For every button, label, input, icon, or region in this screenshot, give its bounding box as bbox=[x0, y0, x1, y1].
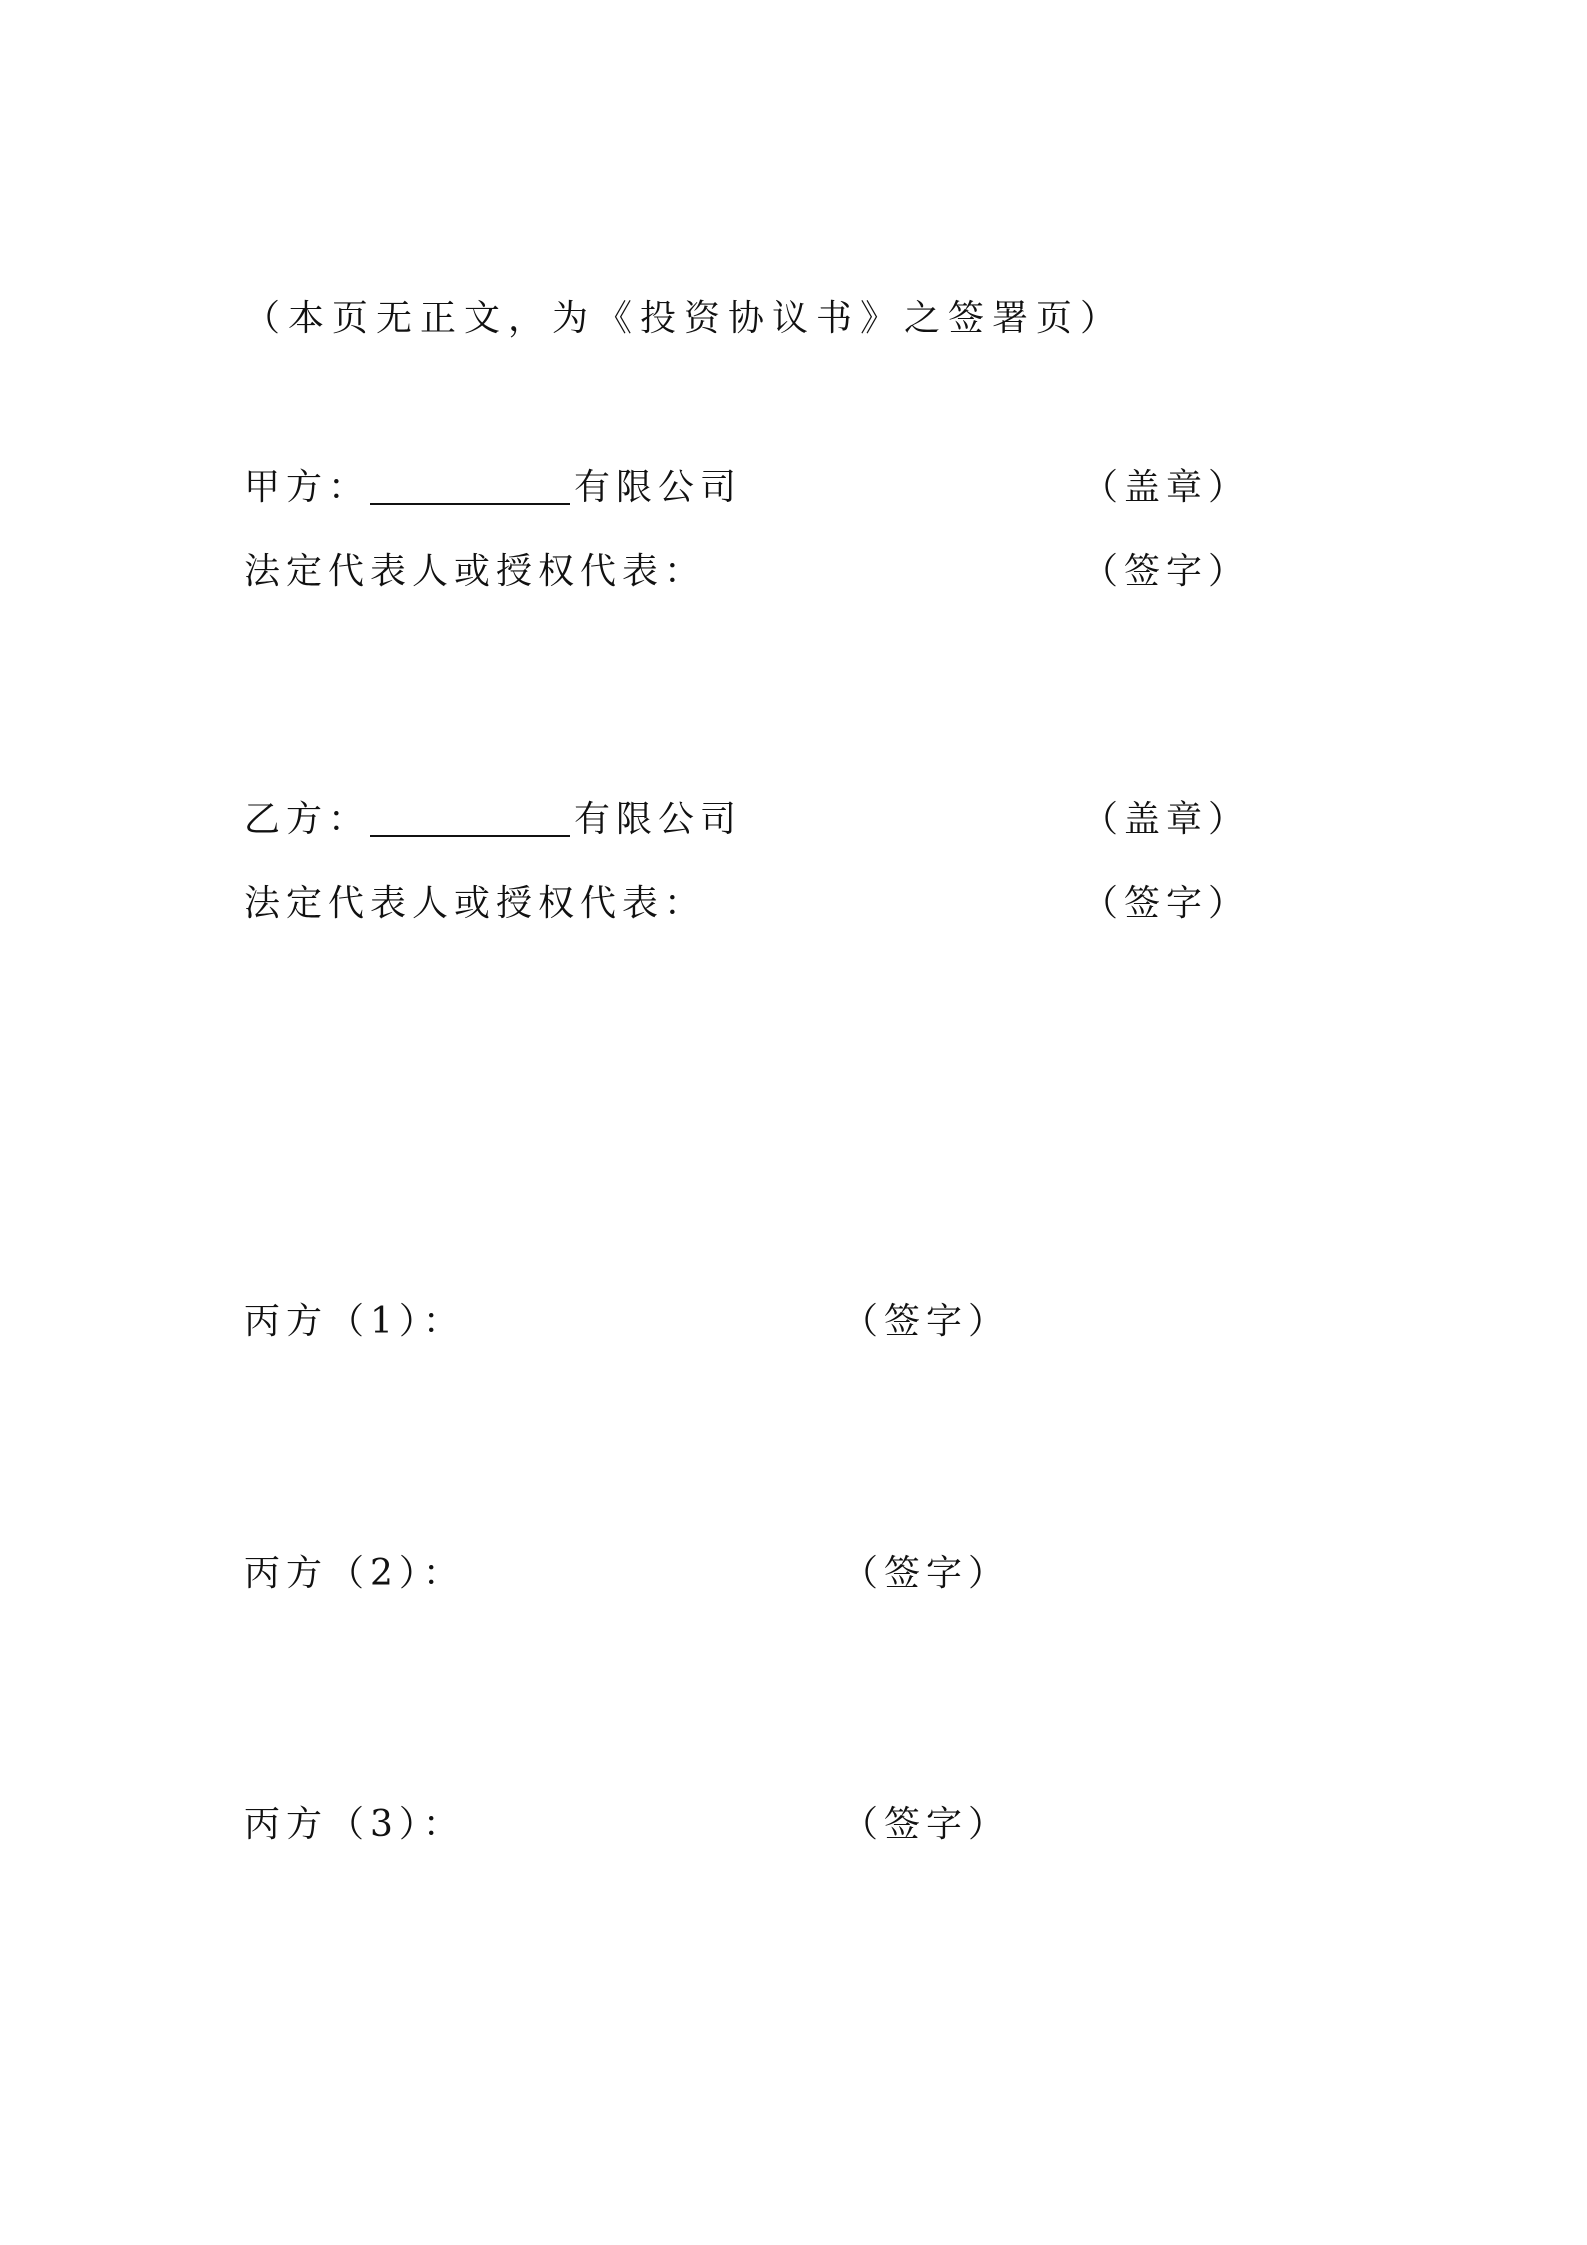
party-c-2-label: 丙方（2）： bbox=[244, 1553, 465, 1594]
party-a-rep-label: 法定代表人或授权代表： bbox=[244, 551, 707, 592]
party-b-company-suffix: 有限公司 bbox=[574, 799, 743, 840]
party-c-1-row bbox=[244, 1300, 1011, 1344]
party-a-seal-label: （盖章） bbox=[1082, 467, 1251, 508]
party-a-company bbox=[244, 466, 742, 510]
party-b-seal-label: （盖章） bbox=[1082, 799, 1251, 840]
party-c-2-row bbox=[244, 1552, 1011, 1596]
party-b-representative-row bbox=[244, 882, 1251, 926]
party-c-1-signature-label: （签字） bbox=[842, 1301, 1011, 1342]
party-a-representative-row bbox=[244, 550, 1251, 594]
party-a-signature-label: （签字） bbox=[1082, 551, 1251, 592]
party-b-rep-label: 法定代表人或授权代表： bbox=[244, 883, 707, 924]
party-b-company bbox=[244, 798, 742, 842]
party-c-2-signature-label: （签字） bbox=[842, 1553, 1011, 1594]
party-c-3-signature-label: （签字） bbox=[842, 1804, 1011, 1845]
party-b-name-blank[interactable] bbox=[370, 801, 570, 837]
page-heading: （本页无正文，为《投资协议书》之签署页） bbox=[244, 298, 1125, 339]
party-a-company-row bbox=[244, 466, 1251, 510]
party-c-1-label: 丙方（1）： bbox=[244, 1301, 465, 1342]
party-c-3-row bbox=[244, 1803, 1011, 1847]
party-a-name-blank[interactable] bbox=[370, 469, 570, 505]
party-c-3-label: 丙方（3）： bbox=[244, 1804, 465, 1845]
party-b-label: 乙方： bbox=[244, 799, 371, 840]
party-a-company-suffix: 有限公司 bbox=[574, 467, 743, 508]
party-b-signature-label: （签字） bbox=[1082, 883, 1251, 924]
party-b-company-row bbox=[244, 798, 1251, 842]
party-a-label: 甲方： bbox=[244, 467, 371, 508]
